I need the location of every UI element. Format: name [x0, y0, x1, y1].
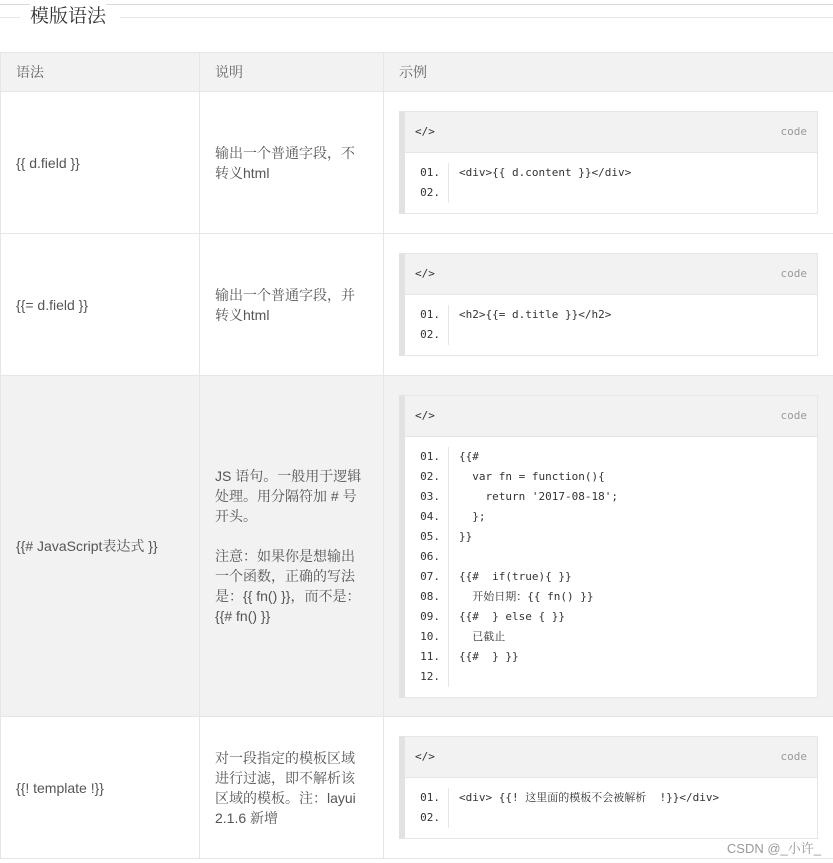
syntax-cell: {{ d.field }}	[1, 92, 200, 234]
example-cell	[384, 376, 833, 717]
code-line	[459, 183, 817, 203]
line-number: 01.	[420, 166, 440, 179]
header-syntax: 语法	[1, 53, 200, 92]
header-example: 示例	[384, 53, 833, 92]
code-block-header	[405, 254, 817, 295]
code-line	[459, 667, 817, 687]
line-number: 12.	[420, 669, 440, 683]
code-block-body	[405, 153, 817, 213]
line-number: 01.	[420, 791, 440, 804]
code-block-body	[405, 437, 817, 697]
header-description: 说明	[200, 53, 384, 92]
description-cell	[200, 376, 384, 717]
line-number: 01.	[420, 308, 440, 321]
line-numbers	[405, 447, 449, 687]
example-cell	[384, 234, 833, 376]
code-lines	[449, 447, 817, 687]
code-lines	[449, 305, 817, 345]
code-line: };	[459, 509, 486, 523]
line-numbers	[405, 163, 449, 203]
line-number: 10.	[420, 629, 440, 643]
code-language-label: code	[780, 750, 807, 763]
code-block-header	[405, 396, 817, 437]
table-header-row	[1, 53, 833, 92]
code-block-body	[405, 295, 817, 355]
code-tag-icon: </>	[415, 267, 435, 280]
code-block	[399, 395, 818, 698]
line-number: 05.	[420, 529, 440, 543]
table-row	[1, 717, 833, 859]
description-paragraph: 注意：如果你是想输出一个函数，正确的写法是：{{ fn() }}，而不是：{{# fn() }}	[215, 548, 361, 624]
table-row	[1, 234, 833, 376]
code-block-header	[405, 112, 817, 153]
code-line: {{# } else { }}	[459, 609, 565, 623]
code-line: var fn = function(){	[459, 469, 605, 483]
code-block	[399, 111, 818, 214]
syntax-cell: {{# JavaScript表达式 }}	[1, 376, 200, 717]
line-numbers	[405, 305, 449, 345]
code-block-body	[405, 778, 817, 838]
line-number: 11.	[420, 649, 440, 663]
code-language-label: code	[780, 125, 807, 138]
code-lines	[449, 788, 817, 828]
code-line: 已截止	[459, 629, 506, 643]
watermark: CSDN @_小许_	[726, 841, 821, 856]
description-cell	[200, 717, 384, 859]
line-number: 02.	[420, 328, 440, 341]
table-row	[1, 376, 833, 717]
line-number: 02.	[420, 469, 440, 483]
code-line: }}	[459, 529, 473, 543]
line-number: 02.	[420, 811, 440, 824]
code-language-label: code	[780, 408, 807, 422]
syntax-table	[0, 52, 833, 859]
line-number: 06.	[420, 549, 440, 563]
description-paragraph: 输出一个普通字段，不转义html	[215, 144, 355, 181]
example-cell	[384, 92, 833, 234]
description-cell	[200, 234, 384, 376]
code-language-label: code	[780, 267, 807, 280]
code-block	[399, 253, 818, 356]
description-paragraph: JS 语句。一般用于逻辑处理。用分隔符加 # 号开头。	[215, 468, 362, 524]
code-line: {{# } }}	[459, 649, 519, 663]
legend-line-right	[120, 17, 833, 18]
syntax-cell: {{= d.field }}	[1, 234, 200, 376]
line-number: 07.	[420, 569, 440, 583]
description-cell	[200, 92, 384, 234]
code-line: 开始日期：{{ fn() }}	[459, 589, 594, 603]
code-tag-icon: </>	[415, 125, 435, 138]
legend-line-left	[0, 17, 20, 18]
code-line: <div>{{ d.content }}</div>	[459, 166, 632, 179]
syntax-cell: {{! template !}}	[1, 717, 200, 859]
section-title: 模版语法	[30, 4, 106, 30]
line-number: 01.	[420, 449, 440, 463]
code-line: return '2017-08-18';	[459, 489, 618, 503]
line-number: 03.	[420, 489, 440, 503]
line-numbers	[405, 788, 449, 828]
code-line	[459, 808, 817, 828]
code-lines	[449, 163, 817, 203]
code-block-header	[405, 737, 817, 778]
code-line: <div> {{! 这里面的模板不会被解析 !}}</div>	[459, 791, 720, 804]
line-number: 04.	[420, 509, 440, 523]
code-line: {{#	[459, 449, 479, 463]
code-line	[459, 325, 817, 345]
section-header	[0, 6, 833, 27]
description-paragraph: 对一段指定的模板区域进行过滤，即不解析该区域的模板。注：layui 2.1.6 新增	[215, 749, 356, 826]
code-line	[459, 547, 817, 567]
table-row	[1, 92, 833, 234]
code-line: <h2>{{= d.title }}</h2>	[459, 308, 612, 321]
code-block	[399, 736, 818, 839]
code-line: {{# if(true){ }}	[459, 569, 572, 583]
line-number: 02.	[420, 186, 440, 199]
line-number: 09.	[420, 609, 440, 623]
code-tag-icon: </>	[415, 408, 435, 422]
line-number: 08.	[420, 589, 440, 603]
top-border	[0, 4, 833, 5]
description-paragraph: 输出一个普通字段，并转义html	[215, 286, 355, 323]
code-tag-icon: </>	[415, 750, 435, 763]
